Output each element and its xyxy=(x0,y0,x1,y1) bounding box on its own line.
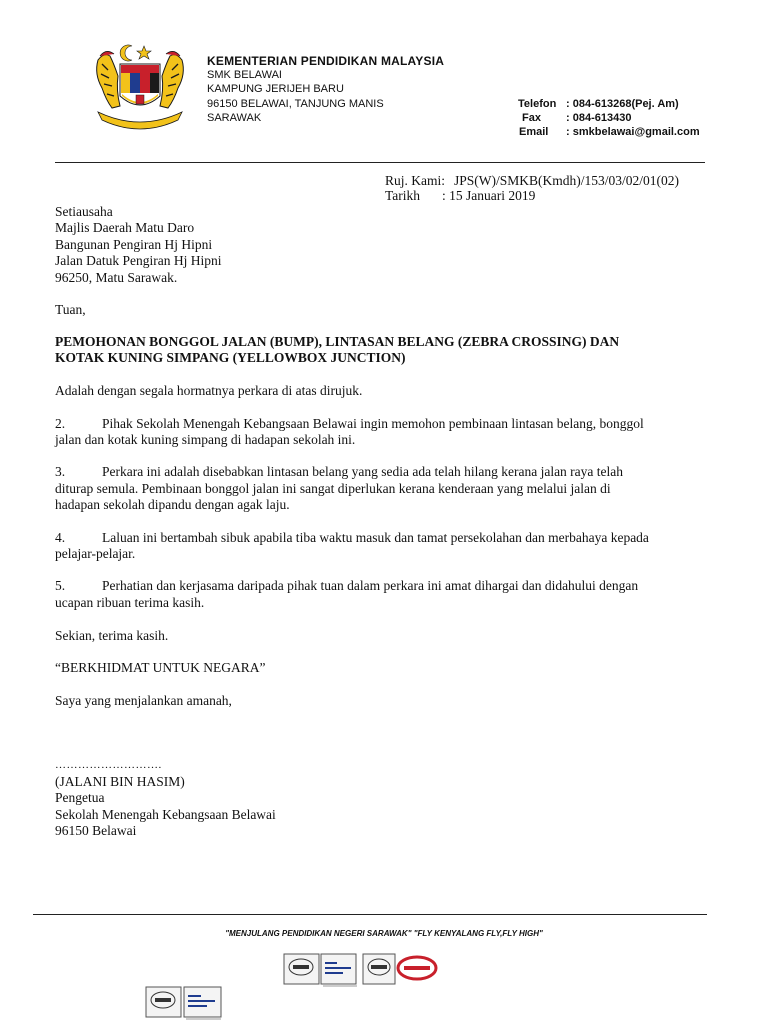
paragraph-4-line-2: pelajar-pelajar. xyxy=(55,546,136,561)
paragraph-5-line-2: ucapan ribuan terima kasih. xyxy=(55,595,205,610)
date-value: : 15 Januari 2019 xyxy=(442,188,536,203)
salutation: Tuan, xyxy=(55,302,86,317)
certification-logo xyxy=(283,953,358,989)
paragraph-3-number: 3. xyxy=(55,464,66,479)
ministry-name: KEMENTERIAN PENDIDIKAN MALAYSIA xyxy=(207,54,445,68)
paragraph-3-line-1: Perkara ini adalah disebabkan lintasan belang yang sedia ada telah hilang kerana jalan raya telah xyxy=(102,464,624,479)
signatory-school: Sekolah Menengah Kebangsaan Belawai xyxy=(55,807,276,822)
paragraph-5-line-1: Perhatian dan kerjasama daripada pihak tuan dalam perkara ini amat dihargai dan didahului dengan xyxy=(102,578,639,593)
paragraph-2-number: 2. xyxy=(55,416,66,431)
paragraph-4-line-1: Laluan ini bertambah sibuk apabila tiba waktu masuk dan tamat persekolahan dan merbahaya kepada xyxy=(102,530,649,545)
recipient-line-1: Setiausaha xyxy=(55,204,113,219)
header-divider xyxy=(55,162,705,163)
address-line-1: KAMPUNG JERIJEH BARU xyxy=(207,83,344,95)
signatory-title: Pengetua xyxy=(55,790,105,805)
email-value: : smkbelawai@gmail.com xyxy=(566,126,700,138)
recipient-line-3: Bangunan Pengiran Hj Hipni xyxy=(55,237,213,252)
date-label: Tarikh xyxy=(385,188,421,203)
certification-logo-2 xyxy=(145,986,223,1022)
subject-line-1: PEMOHONAN BONGGOL JALAN (BUMP), LINTASAN BELANG (ZEBRA CROSSING) DAN xyxy=(55,334,620,349)
paragraph-2-line-1: Pihak Sekolah Menengah Kebangsaan Belawai ingin memohon pembinaan lintasan belang, bonggol xyxy=(102,416,644,431)
paragraph-3-line-2: diturap semula. Pembinaan bonggol jalan ini sangat diperlukan kerana kenderaan yang melalui jalan di xyxy=(55,481,611,496)
recipient-line-2: Majlis Daerah Matu Daro xyxy=(55,220,195,235)
paragraph-2-line-2: jalan dan kotak kuning simpang di hadapan sekolah ini. xyxy=(55,432,356,447)
subject-line-2: KOTAK KUNING SIMPANG (YELLOWBOX JUNCTION) xyxy=(55,350,406,365)
footer-divider xyxy=(33,914,707,915)
paragraph-5-number: 5. xyxy=(55,578,66,593)
reference-label: Ruj. Kami: xyxy=(385,173,445,188)
school-name: SMK BELAWAI xyxy=(207,69,282,81)
signatory-postcode: 96150 Belawai xyxy=(55,823,137,838)
signature-line: ………………………. xyxy=(55,759,162,771)
fax-label: Fax xyxy=(522,112,541,124)
address-line-2: 96150 BELAWAI, TANJUNG MANIS xyxy=(207,98,384,110)
phone-label: Telefon xyxy=(518,98,557,110)
closing-thanks: Sekian, terima kasih. xyxy=(55,628,169,643)
email-row xyxy=(519,126,719,142)
paragraph-4-number: 4. xyxy=(55,530,66,545)
recipient-line-5: 96250, Matu Sarawak. xyxy=(55,270,178,285)
intro-paragraph: Adalah dengan segala hormatnya perkara di atas dirujuk. xyxy=(55,383,363,398)
email-label: Email xyxy=(519,126,549,138)
closing-trust: Saya yang menjalankan amanah, xyxy=(55,693,232,708)
signatory-name: (JALANI BIN HASIM) xyxy=(55,774,185,789)
fax-value: : 084-613430 xyxy=(566,112,632,124)
closing-motto: “BERKHIDMAT UNTUK NEGARA” xyxy=(55,660,266,675)
recipient-line-4: Jalan Datuk Pengiran Hj Hipni xyxy=(55,253,222,268)
footer-motto: "MENJULANG PENDIDIKAN NEGERI SARAWAK" "FLY KENYALANG FLY,FLY HIGH" xyxy=(225,929,543,938)
standards-logo xyxy=(362,953,438,989)
reference-value: JPS(W)/SMKB(Kmdh)/153/03/02/01(02) xyxy=(454,173,680,188)
paragraph-3-line-3: hadapan sekolah dipandu dengan agak laju. xyxy=(55,497,290,512)
coat-of-arms-logo xyxy=(92,40,188,130)
address-line-3: SARAWAK xyxy=(207,112,262,124)
phone-value: : 084-613268(Pej. Am) xyxy=(566,98,679,110)
